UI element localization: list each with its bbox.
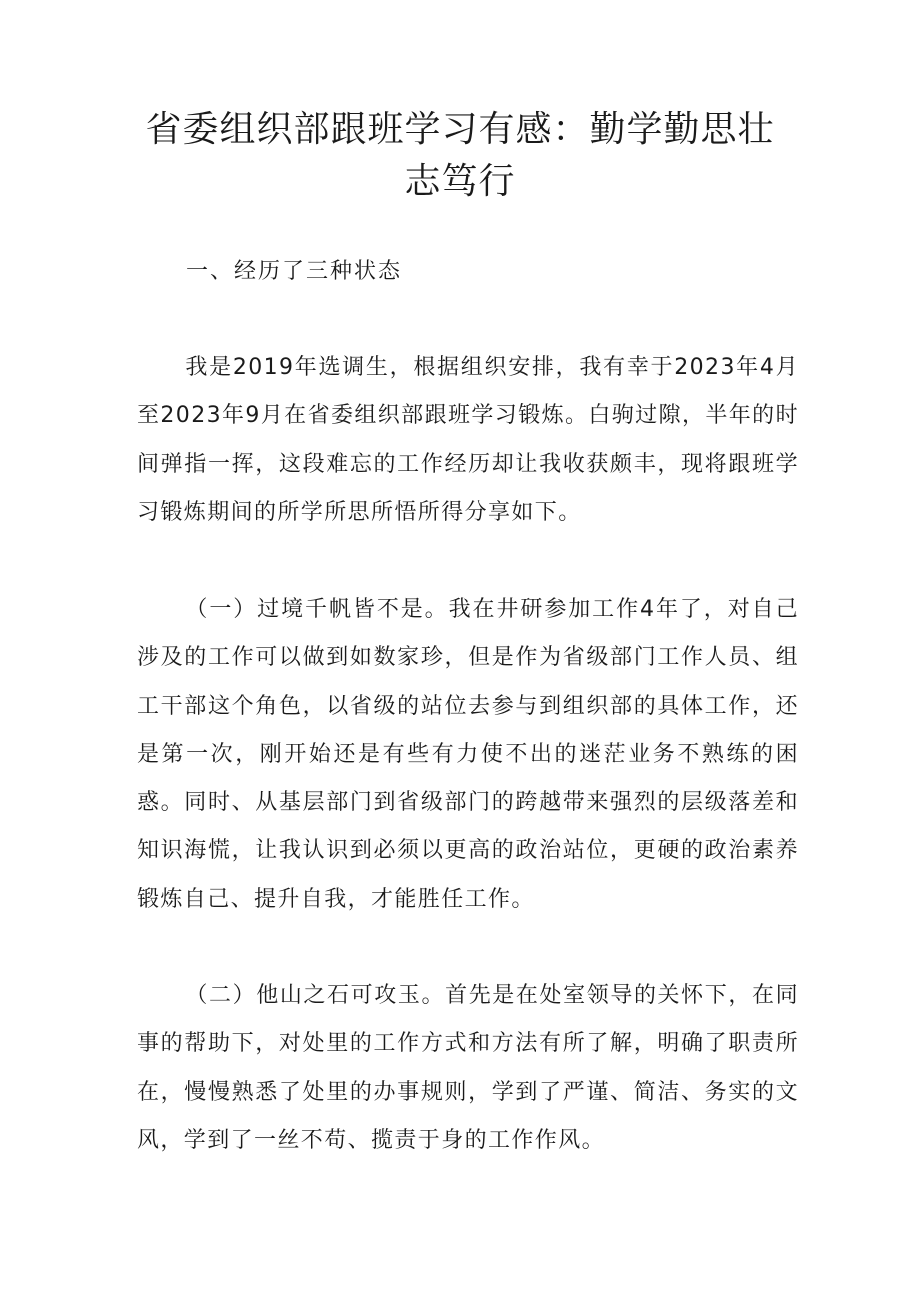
document-title: 省委组织部跟班学习有感：勤学勤思壮志笃行 (145, 109, 775, 202)
body-paragraph: （二）他山之石可攻玉。首先是在处室领导的关怀下，在同事的帮助下，对处里的工作方式和方法有所了解，明确了职责所在，慢慢熟悉了处里的办事规则，学到了严谨、简洁、务实的文风，学到了一丝不苟、揽责于身的工作作风。 (137, 983, 799, 1153)
section-heading: 一、经历了三种状态 (186, 259, 403, 284)
body-paragraph: （一）过境千帆皆不是。我在井研参加工作4年了，对自己涉及的工作可以做到如数家珍，但是作为省级部门工作人员、组工干部这个角色，以省级的站位去参与到组织部的具体工作，还是第一次，刚开始还是有些有力使不出的迷茫业务不熟练的困惑。同时、从基层部门到省级部门的跨越带来强烈的层级落差和知识海慌，让我认识到必须以更高的政治站位，更硬的政治素养锻炼自己、提升自我，才能胜任工作。 (137, 597, 799, 912)
body-paragraph: 我是2019年选调生，根据组织安排，我有幸于2023年4月至2023年9月在省委组织部跟班学习锻炼。白驹过隙，半年的时间弹指一挥，这段难忘的工作经历却让我收获颇丰，现将跟班学习锻炼期间的所学所思所悟所得分享如下。 (137, 355, 799, 525)
